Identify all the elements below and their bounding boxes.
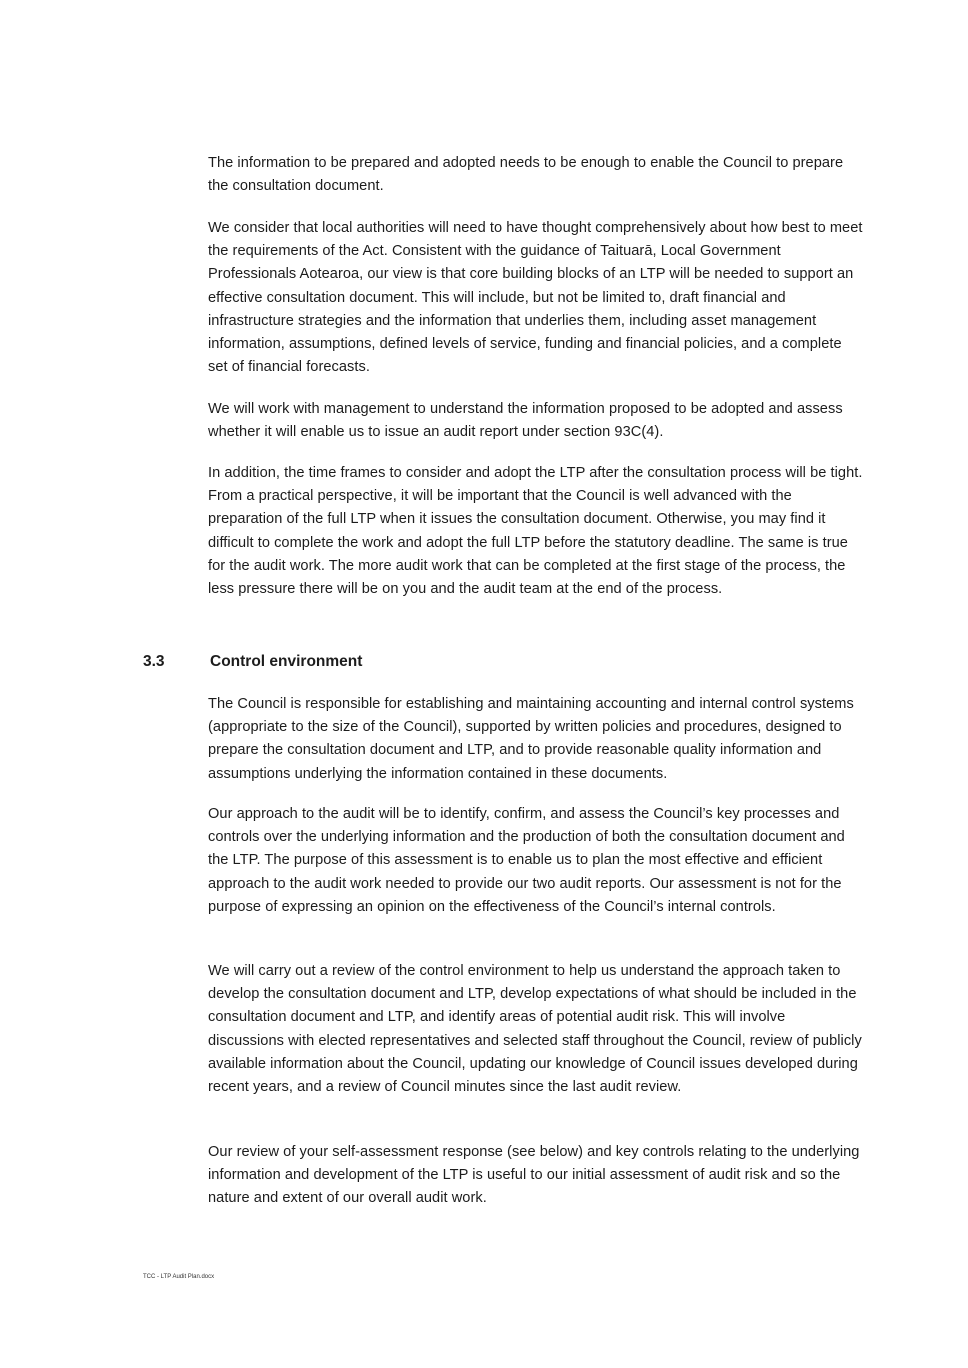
paragraph-self-assessment: Our review of your self-assessment response (see below) and key controls relating to the underlying information and development of the LTP is useful to our initial assessment of audit risk and so the nature and extent of our overall audit work. bbox=[208, 1144, 860, 1207]
paragraph-block bbox=[208, 1141, 864, 1211]
footer-filename: TCC - LTP Audit Plan.docx bbox=[143, 1274, 215, 1280]
paragraph-block bbox=[208, 398, 864, 444]
paragraph-time-frames: In addition, the time frames to consider and adopt the LTP after the consultation process will be tight. From a practical perspective, it will be important that the Council is well advanced with the preparation of the full LTP when it issues the consultation document. Otherwise, you may find it difficult to complete the work and adopt the full LTP before the statutory deadline. The same is true for the audit work. The more audit work that can be completed at the first stage of the process, the less pressure there will be on you and the audit team at the end of the process. bbox=[208, 465, 863, 598]
body-text-top bbox=[208, 152, 864, 198]
paragraph-block bbox=[208, 217, 864, 379]
section-number: 3.3 bbox=[143, 653, 165, 670]
paragraph-control-review: We will carry out a review of the control environment to help us understand the approach taken to develop the consultation document and LTP, develop expectations of what should be included in the consultation document and LTP, and identify areas of potential audit risk. This will involve discussions with elected representatives and selected staff throughout the Council, review of publicly available information about the Council, updating our knowledge of Council issues developed during recent years, and a review of Council minutes since the last audit review. bbox=[208, 963, 862, 1096]
paragraph-block bbox=[208, 693, 864, 786]
paragraph-local-authorities: We consider that local authorities will need to have thought comprehensively about how best to meet the requirements of the Act. Consistent with the guidance of Taituarā, Local Government Professionals Aotearoa, our view is that core building blocks of an LTP will be needed to support an effective consultation document. This will include, but not be limited to, draft financial and infrastructure strategies and the information that underlies them, including asset management information, assumptions, defined levels of service, funding and financial policies, and a complete set of financial forecasts. bbox=[208, 220, 863, 376]
paragraph-block bbox=[208, 803, 864, 919]
paragraph-prepared-info: The information to be prepared and adopted needs to be enough to enable the Council to prepare the consultation document. bbox=[208, 155, 844, 195]
paragraph-council-responsible: The Council is responsible for establishing and maintaining accounting and internal control systems (appropriate to the size of the Council), supported by written policies and procedures, designed to prepare the consultation document and LTP, and to provide reasonable quality information and assumptions underlying the information contained in these documents. bbox=[208, 696, 854, 782]
paragraph-work-with-management: We will work with management to understand the information proposed to be adopted and assess whether it will enable us to issue an audit report under section 93C(4). bbox=[208, 401, 843, 441]
paragraph-our-approach: Our approach to the audit will be to identify, confirm, and assess the Council’s key processes and controls over the underlying information and the production of both the consultation document and the LTP. The purpose of this assessment is to enable us to plan the most effective and efficient approach to the audit work needed to provide our two audit reports. Our assessment is not for the purpose of expressing an opinion on the effectiveness of the Council’s internal controls. bbox=[208, 806, 845, 915]
paragraph-block bbox=[208, 462, 864, 601]
section-title: Control environment bbox=[210, 653, 363, 670]
paragraph-block bbox=[208, 960, 864, 1099]
